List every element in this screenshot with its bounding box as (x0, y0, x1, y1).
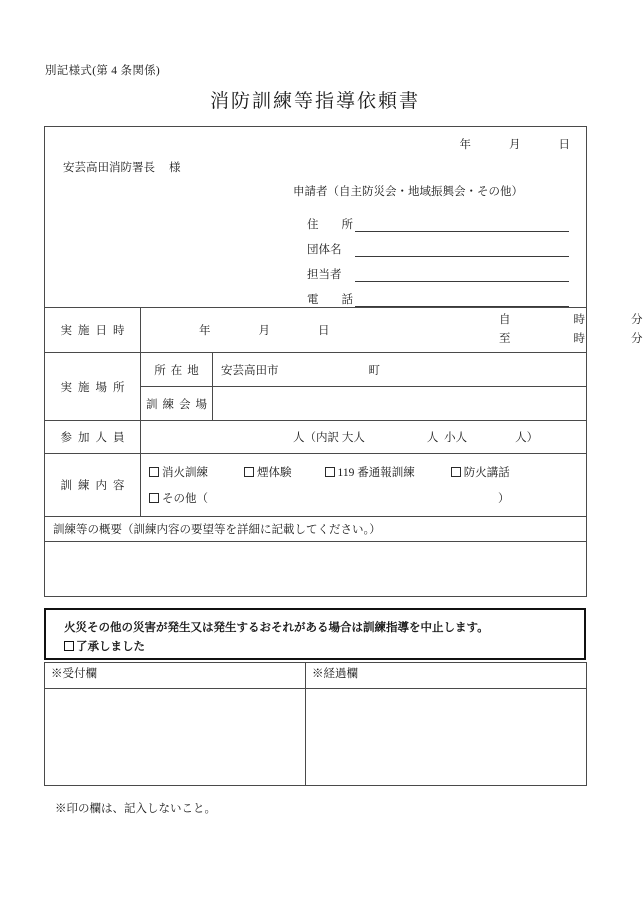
checkbox-smoke-experience[interactable] (244, 464, 292, 480)
city-prefix: 安芸高田市 (221, 364, 279, 377)
datetime-month-label: 月 (258, 325, 270, 337)
datetime-row (45, 308, 587, 353)
place-address-sublabel: 所在地 (141, 353, 213, 387)
adult-label: 大人 (341, 432, 365, 444)
summary-header-label: 訓練等の概要（訓練内容の要望等を詳細に記載してください。） (53, 524, 381, 536)
progress-value[interactable] (306, 689, 587, 786)
checkbox-box-icon (451, 467, 461, 477)
page-title: 消防訓練等指導依頼書 (209, 91, 420, 112)
datetime-to-line (499, 330, 643, 349)
organization-field-label: 団体名 (307, 244, 342, 256)
datetime-day-label: 日 (318, 325, 330, 337)
date-year-label: 年 (459, 139, 472, 151)
organization-field-row[interactable] (307, 232, 569, 257)
warning-text: 火災その他の災害が発生又は発生するおそれがある場合は訓練指導を中止します。 (64, 622, 489, 634)
summary-body-cell[interactable] (45, 542, 587, 597)
breakdown-open: （内訳 (304, 432, 339, 444)
applicant-type-label: 申請者（自主防災会・地域振興会・その他） (293, 186, 523, 198)
checkbox-box-icon (325, 467, 335, 477)
from-label: 自 (499, 314, 511, 326)
place-venue-value-cell[interactable] (213, 387, 587, 421)
adult-unit: 人 (426, 432, 439, 444)
checkbox-label: 煙体験 (257, 467, 292, 479)
applicant-fields (307, 207, 569, 307)
organization-field-input[interactable] (355, 242, 569, 257)
office-use-header-row (45, 663, 587, 689)
applicant-block-row (45, 127, 587, 308)
place-label: 実施場所 (45, 353, 141, 421)
summary-body-value (45, 565, 586, 573)
contact-person-field-input[interactable] (355, 267, 569, 282)
warning-box (44, 608, 586, 660)
datetime-time-range (499, 311, 643, 349)
checkbox-box-icon (149, 467, 159, 477)
participants-row (45, 421, 587, 454)
datetime-year-label: 年 (199, 325, 211, 337)
summary-body-row (45, 542, 587, 597)
place-address-value (213, 362, 586, 378)
addressee-name: 安芸高田消防署長 (63, 162, 155, 174)
training-content-label: 訓練内容 (45, 454, 141, 517)
place-venue-sublabel: 訓練会場 (141, 387, 213, 421)
phone-field-row[interactable] (307, 282, 569, 307)
to-hour-label: 時 (573, 333, 585, 345)
submission-date-line (460, 136, 571, 152)
footnote: ※印の欄は、記入しないこと。 (55, 803, 216, 815)
form-number: 別記様式(第 4 条関係) (45, 65, 161, 77)
address-field-label: 住 所 (307, 219, 353, 231)
reception-value[interactable] (45, 689, 306, 786)
phone-field-input[interactable] (355, 292, 569, 307)
checkbox-other[interactable] (149, 490, 197, 506)
training-content-value-cell (141, 454, 587, 517)
child-unit: 人） (515, 432, 539, 444)
checkbox-box-icon (244, 467, 254, 477)
reception-label: ※受付欄 (45, 663, 306, 689)
training-other-line (149, 485, 586, 511)
to-minute-label: 分 (631, 333, 643, 345)
date-day-label: 日 (558, 139, 571, 151)
summary-header-row (45, 517, 587, 542)
address-field-row[interactable] (307, 207, 569, 232)
office-use-table (44, 662, 587, 786)
phone-field-label: 電 話 (307, 294, 353, 306)
checkbox-fire-extinguishing-drill[interactable] (149, 464, 208, 480)
datetime-ymd (199, 322, 330, 338)
from-hour-label: 時 (573, 314, 585, 326)
addressee (63, 159, 181, 175)
checkbox-box-icon (64, 641, 74, 651)
other-paren-close: ） (498, 493, 510, 505)
summary-header-cell (45, 517, 587, 542)
place-address-value-cell[interactable] (213, 353, 587, 387)
acknowledgement-label: 了承しました (76, 641, 145, 653)
addressee-honorific: 様 (169, 162, 181, 174)
address-field-input[interactable] (355, 217, 569, 232)
checkbox-label: 消火訓練 (162, 467, 208, 479)
checkbox-label: 119 番通報訓練 (337, 467, 415, 479)
checkbox-label: 防火講話 (463, 467, 510, 479)
participants-breakdown (293, 429, 538, 445)
training-options-line (149, 459, 586, 485)
checkbox-box-icon (149, 493, 159, 503)
contact-person-field-label: 担当者 (307, 269, 342, 281)
checkbox-119-call-drill[interactable] (325, 464, 415, 480)
town-suffix: 町 (368, 364, 380, 377)
progress-label: ※経過欄 (306, 663, 587, 689)
participants-value-cell[interactable] (141, 421, 587, 454)
participants-label: 参加人員 (45, 421, 141, 454)
acknowledgement-checkbox[interactable] (64, 638, 145, 654)
applicant-block-cell (45, 127, 587, 308)
training-content-row (45, 454, 587, 517)
contact-person-field-row[interactable] (307, 257, 569, 282)
place-address-row (45, 353, 587, 387)
from-minute-label: 分 (631, 314, 643, 326)
checkbox-label: その他 (162, 493, 197, 505)
child-label: 小人 (444, 432, 468, 444)
main-form-table (44, 126, 643, 597)
datetime-value-cell[interactable] (141, 308, 643, 353)
to-label: 至 (499, 333, 511, 345)
date-month-label: 月 (509, 139, 521, 151)
total-unit: 人 (293, 432, 305, 444)
checkbox-fire-prevention-lecture[interactable] (451, 464, 510, 480)
other-paren-open: （ (196, 493, 208, 505)
datetime-from-line (499, 311, 643, 330)
office-use-body-row (45, 689, 587, 786)
datetime-label: 実施日時 (45, 308, 141, 353)
